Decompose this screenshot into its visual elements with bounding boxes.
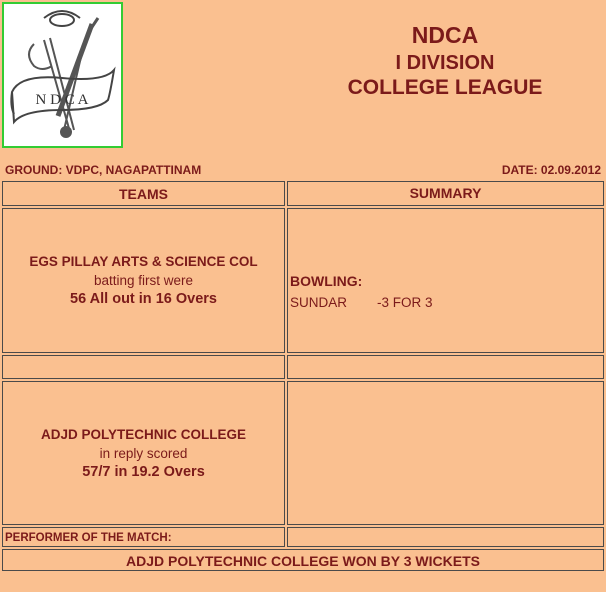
spacer-cell-left [2,355,285,379]
spacer-cell-right [287,355,604,379]
teams-column-header: TEAMS [2,181,285,206]
page-title: NDCA [411,22,479,48]
bowling-heading: BOWLING: [290,273,363,289]
innings1-summary-cell [287,208,604,353]
ground-label: GROUND: VDPC, NAGAPATTINAM [5,163,202,177]
ndca-emblem-icon [4,4,121,146]
date-label: DATE: 02.09.2012 [501,163,601,177]
innings2-team-name: ADJD POLYTECHNIC COLLEGE [40,427,247,442]
innings2-phrase: in reply scored [99,446,188,461]
performer-value-cell [287,527,604,547]
bowler-name: SUNDAR [290,295,348,310]
performer-label: PERFORMER OF THE MATCH: [2,527,285,547]
summary-column-header: SUMMARY [287,181,604,206]
innings1-team-name: EGS PILLAY ARTS & SCIENCE COL [29,254,258,269]
innings1-team-cell [2,208,285,353]
bowler-figures: -3 FOR 3 [377,295,433,310]
match-result: ADJD POLYTECHNIC COLLEGE WON BY 3 WICKETS [2,549,604,571]
innings2-summary-cell [287,381,604,525]
innings1-phrase: batting first were [93,273,194,288]
ndca-logo [2,2,123,148]
division-title: I DIVISION [395,52,495,74]
innings2-team-cell [2,381,285,525]
svg-text:N D C A: N D C A [35,92,89,108]
innings2-score: 57/7 in 19.2 Overs [82,464,205,480]
league-title: COLLEGE LEAGUE [347,76,543,99]
innings1-score: 56 All out in 16 Overs [70,291,217,307]
